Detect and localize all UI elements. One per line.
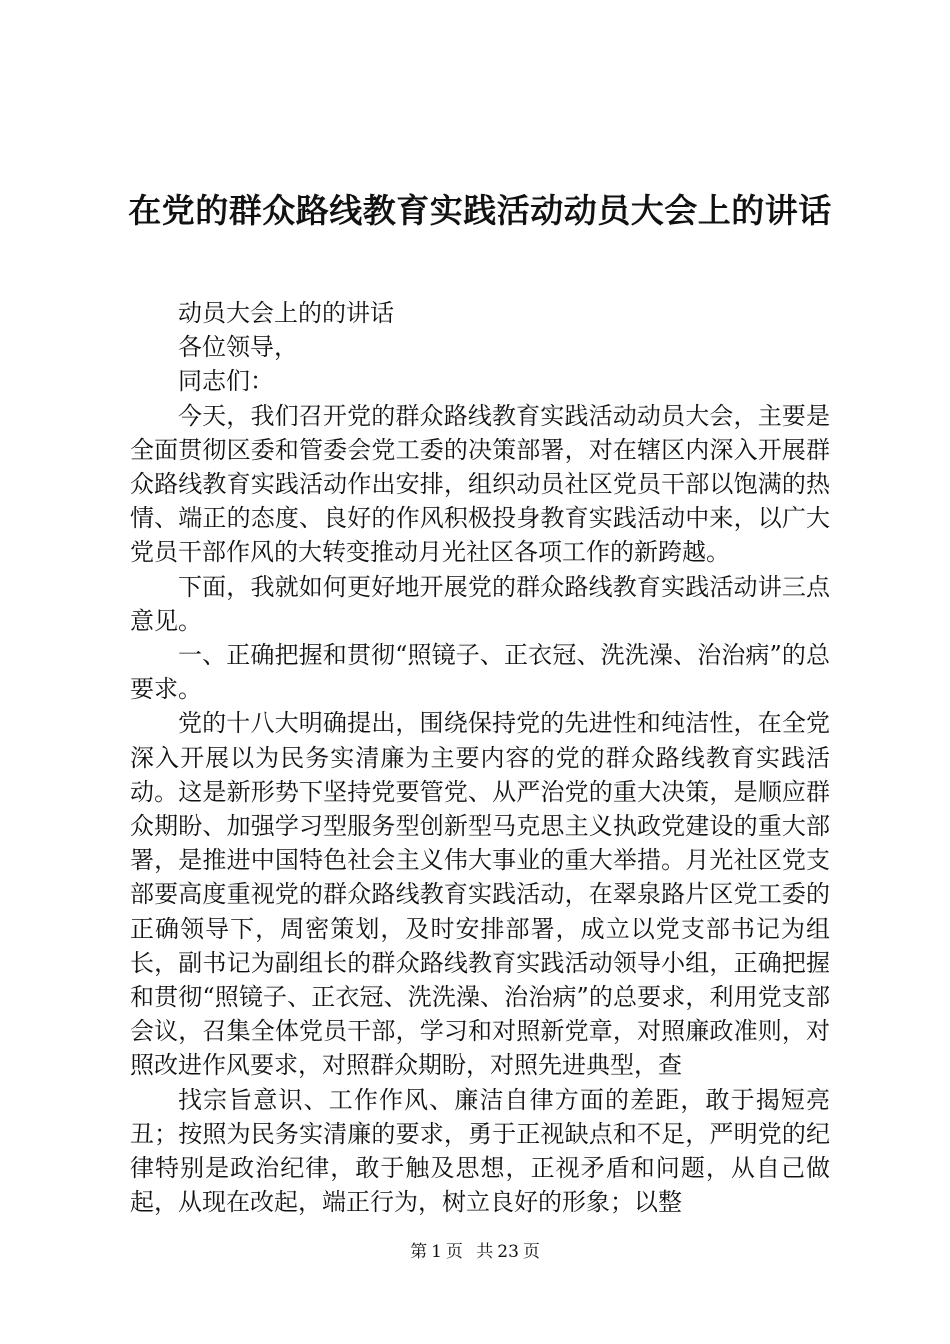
paragraph-outline: 下面，我就如何更好地开展党的群众路线教育实践活动讲三点意见。 <box>130 572 830 635</box>
document-title: 在党的群众路线教育实践活动动员大会上的讲话 <box>128 191 832 230</box>
page-total: 共 23 页 <box>476 1242 540 1262</box>
page-footer <box>0 1240 950 1264</box>
paragraph-intro: 今天，我们召开党的群众路线教育实践活动动员大会，主要是全面贯彻区委和管委会党工委的决策部署，对在辖区内深入开展群众路线教育实践活动作出安排，组织动员社区党员干部以饱满的热情、端正的态度、良好的作风积极投身教育实践活动中来，以广大党员干部作风的大转变推动月光社区各项工作的新跨越。 <box>130 401 830 567</box>
paragraph-subtitle: 动员大会上的的讲话 <box>178 299 394 327</box>
paragraph-section-body: 党的十八大明确提出，围绕保持党的先进性和纯洁性，在全党深入开展以为民务实清廉为主要内容的党的群众路线教育实践活动。这是新形势下坚持党要管党、从严治党的重大决策，是顺应群众期盼、加强学习型服务型创新型马克思主义执政党建设的重大部署，是推进中国特色社会主义伟大事业的重大举措。月光社区党支部要高度重视党的群众路线教育实践活动，在翠泉路片区党工委的正确领导下，周密策划，及时安排部署，成立以党支部书记为组长，副书记为副组长的群众路线教育实践活动领导小组，正确把握和贯彻“照镜子、正衣冠、洗洗澡、治治病”的总要求，利用党支部会议，召集全体党员干部，学习和对照新党章，对照廉政准则，对照改进作风要求，对照群众期盼，对照先进典型，查 <box>130 709 830 1080</box>
document-body <box>130 296 830 1219</box>
paragraph-salutation-comrades: 同志们： <box>178 367 274 396</box>
paragraph-section-heading: 一、正确把握和贯彻“照镜子、正衣冠、洗洗澡、治治病”的总要求。 <box>130 641 830 704</box>
paragraph-salutation-leaders: 各位领导， <box>178 333 298 362</box>
paragraph-continuation: 找宗旨意识、工作作风、廉洁自律方面的差距，敢于揭短亮丑；按照为民务实清廉的要求，勇于正视缺点和不足，严明党的纪律特别是政治纪律，敢于触及思想，正视矛盾和问题，从自己做起，从现在改起，端正行为，树立良好的形象；以整 <box>130 1085 830 1217</box>
page-number: 第 1 页 <box>410 1242 463 1262</box>
